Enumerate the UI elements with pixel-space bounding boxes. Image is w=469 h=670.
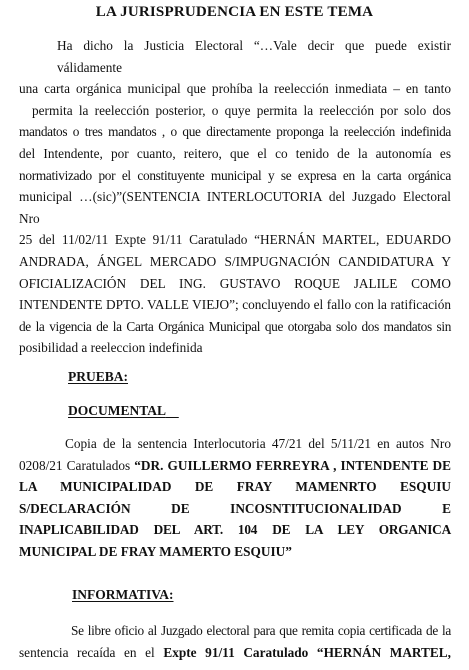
paragraph-line: ANDRADA, ÁNGEL MERCADO S/IMPUGNACIÓN CANDIDATURA Y (19, 253, 451, 269)
paragraph-line: Se libre oficio al Juzgado electoral para que remita copia certificada de la (71, 623, 451, 638)
paragraph-line: de la vigencia de la Carta Orgánica Municipal que otorgaba solo dos mandatos sin (19, 318, 451, 334)
paragraph-line: municipal …(sic)”(SENTENCIA INTERLOCUTORIA del Juzgado Electoral Nro (19, 189, 451, 226)
paragraph-line (19, 642, 451, 664)
paragraph-line: mandatos o tres mandatos , o que directamente proponga la reelección indefinida (19, 124, 451, 140)
paragraph-line: posibilidad a reeleccion indefinida (19, 340, 203, 356)
paragraph-line: permita la reelección posterior, o quye permita la reelección por solo dos (32, 102, 451, 118)
case-title-bold: Expte 91/11 Caratulado “HERNÁN MARTEL, (163, 644, 451, 660)
paragraph-documental (19, 433, 451, 563)
paragraph-line: Ha dicho la Justicia Electoral “…Vale decir que puede existir válidamente (57, 38, 451, 75)
document-title: LA JURISPRUDENCIA EN ESTE TEMA (95, 4, 374, 20)
paragraph-line: 25 del 11/02/11 Expte 91/11 Caratulado “HERNÁN MARTEL, EDUARDO (19, 232, 451, 248)
case-title-bold: S/DECLARACIÓN DE INCOSNTITUCIONALIDAD E (19, 500, 451, 516)
paragraph-text: 0208/21 Caratulados (19, 457, 135, 473)
paragraph-line: normativizado por el constituyente municipal y se expresa en la carta orgánica (19, 167, 451, 183)
paragraph-informativa (19, 620, 451, 663)
case-title-bold: INAPLICABILIDAD DEL ART. 104 DE LA LEY ORGANICA (19, 522, 451, 538)
heading-documental-label: DOCUMENTAL (68, 403, 166, 418)
paragraph-line: INTENDENTE DPTO. VALLE VIEJO”; concluyendo el fallo con la ratificación (19, 297, 451, 313)
heading-prueba: PRUEBA: (68, 369, 128, 384)
heading-documental-underline-trail (165, 403, 179, 418)
paragraph-line: OFICIALIZACIÓN DEL ING. GUSTAVO ROQUE JALILE COMO (19, 275, 451, 291)
paragraph-line: una carta orgánica municipal que prohíba la reelección inmediata – en tanto (19, 81, 451, 97)
heading-informativa: INFORMATIVA: (72, 587, 174, 602)
paragraph-text: sentencia recaída en el (19, 644, 164, 660)
case-title-bold: LA MUNICIPALIDAD DE FRAY MAMENRTO ESQUIU (19, 479, 451, 495)
paragraph-line: Copia de la sentencia Interlocutoria 47/21 del 5/11/21 en autos Nro (65, 436, 451, 451)
paragraph-jurisprudence (19, 35, 451, 359)
case-title-bold: MUNICIPAL DE FRAY MAMERTO ESQUIU” (19, 543, 292, 559)
case-title-bold: “DR. GUILLERMO FERREYRA , INTENDENTE DE (134, 457, 451, 473)
paragraph-line (19, 455, 451, 477)
heading-documental (68, 403, 179, 419)
paragraph-line: del Intendente, por cuanto, reitero, que el co tenido de la autonomía es (19, 145, 451, 161)
